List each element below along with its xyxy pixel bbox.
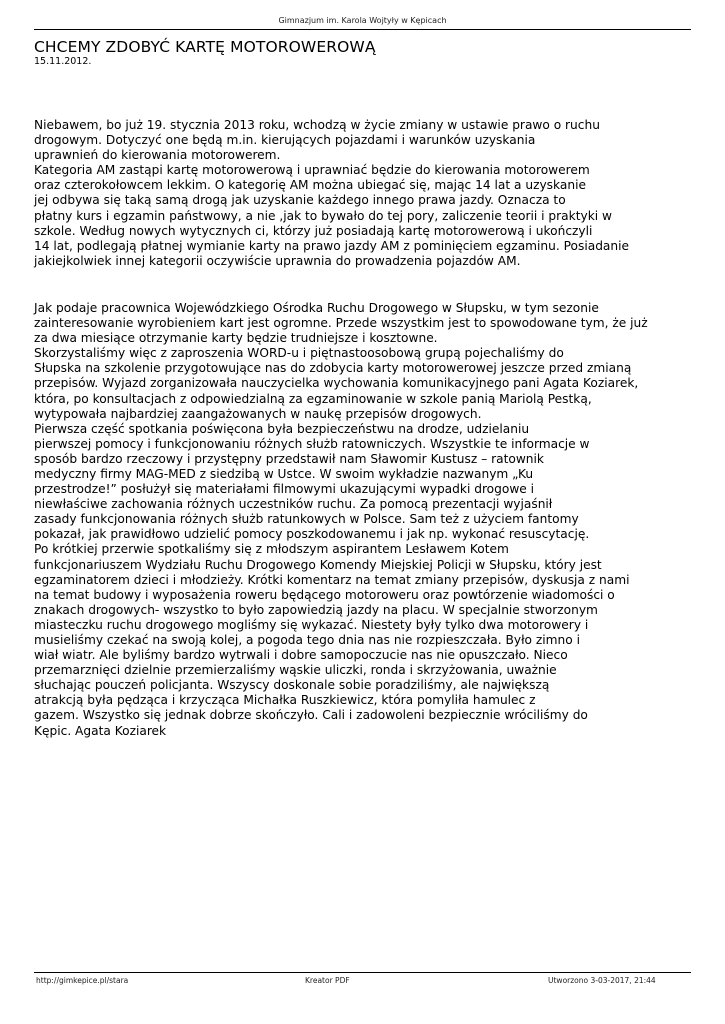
paragraph-intro: Niebawem, bo już 19. stycznia 2013 roku, wchodzą w życie zmiany w ustawie prawo o ruchu drogowym. Dotyczyć one będą m.in. kierujących pojazdami i warunków uzyskania uprawnień do kierowania motorowerem. Kategoria AM zastąpi kartę motorowerową i uprawniać będzie do kierowania motorowerem oraz czterokołowcem lekkim. O kategorię AM można ubiegać się, mając 14 lat a uzyskanie jej odbywa się taką samą drogą jak uzyskanie każdego innego prawa jazdy. Oznacza to płatny kurs i egzamin państwowy, a nie ,jak to bywało do tej pory, zaliczenie teorii i praktyki w szkole. Według nowych wytycznych ci, którzy już posiadają kartę motorowerową i ukończyli 14 lat, podlegają płatnej wymianie karty na prawo jazdy AM z pominięciem egzaminu. Posiadanie jakiejkolwiek innej kategorii oczywiście uprawnia do prowadzenia pojazdów AM.: [34, 118, 630, 268]
footer-url[interactable]: http://gimkepice.pl/stara: [36, 976, 129, 985]
article-date: 15.11.2012.: [34, 56, 92, 67]
article-title: CHCEMY ZDOBYĆ KARTĘ MOTOROWEROWĄ: [34, 38, 376, 56]
footer-created: Utworzono 3-03-2017, 21:44: [548, 976, 656, 985]
article-body: [34, 118, 694, 753]
footer-divider: [34, 972, 691, 973]
site-name: Gimnazjum im. Karola Wojtyły w Kępicach: [278, 16, 447, 25]
header-divider: [34, 29, 691, 30]
page-header: [0, 16, 725, 25]
footer-generator: Kreator PDF: [305, 976, 350, 985]
paragraph-report: Jak podaje pracownica Wojewódzkiego Ośrodka Ruchu Drogowego w Słupsku, w tym sezonie zainteresowanie wyrobieniem kart jest ogromne. Przede wszystkim jest to spowodowane tym, że już za dwa miesiące otrzymanie karty będzie trudniejsze i kosztowne. Skorzystaliśmy więc z zaproszenia WORD-u i piętnastoosobową grupą pojechaliśmy do Słupska na szkolenie przygotowujące nas do zdobycia karty motorowerowej jeszcze przed zmianą przepisów. Wyjazd zorganizowała nauczycielka wychowania komunikacyjnego pani Agata Koziarek, która, po konsultacjach z odpowiedzialną za egzaminowanie w szkole panią Mariolą Pestką, wytypowała najbardziej zaangażowanych w naukę przepisów drogowych. Pierwsza część spotkania poświęcona była bezpieczeństwu na drodze, udzielaniu pierwszej pomocy i funkcjonowaniu różnych służb ratowniczych. Wszystkie te informacje w sposób bardzo rzeczowy i przystępny przedstawił nam Sławomir Kustusz – ratownik medyczny firmy MAG-MED z siedzibą w Ustce. W swoim wykładzie nazwanym „Ku przestrodze!” posłużył się materiałami filmowymi ukazującymi wypadki drogowe i niewłaściwe zachowania różnych uczestników ruchu. Za pomocą prezentacji wyjaśnił zasady funkcjonowania różnych służb ratunkowych w Polsce. Sam też z użyciem fantomy pokazał, jak prawidłowo udzielić pomocy poszkodowanemu i jak np. wykonać resuscytację. Po krótkiej przerwie spotkaliśmy się z młodszym aspirantem Lesławem Kotem funkcjonariuszem Wydziału Ruchu Drogowego Komendy Miejskiej Policji w Słupsku, który jest egzaminatorem dzieci i młodzieży. Krótki komentarz na temat zmiany przepisów, dyskusja z nami na temat budowy i wyposażenia roweru będącego motoroweru oraz powtórzenie wiadomości o znakach drogowych- wszystko to było zapowiedzią jazdy na placu. W specjalnie stworzonym miasteczku ruchu drogowego mogliśmy się wykazać. Niestety były tylko dwa motorowery i musieliśmy czekać na swoją kolej, a pogoda tego dnia nas nie rozpieszczała. Było zimno i wiał wiatr. Ale byliśmy bardzo wytrwali i dobre samopoczucie nas nie opuszczało. Nieco przemarznięci dzielnie przemierzaliśmy wąskie uliczki, ronda i skrzyżowania, uważnie słuchając pouczeń policjanta. Wszyscy doskonale sobie poradziliśmy, ale największą atrakcją była pędząca i krzycząca Michałka Ruszkiewicz, która pomyliła hamulec z gazem. Wszystko się jednak dobrze skończyło. Cali i zadowoleni bezpiecznie wróciliśmy do Kępic. Agata Koziarek: [34, 300, 648, 738]
